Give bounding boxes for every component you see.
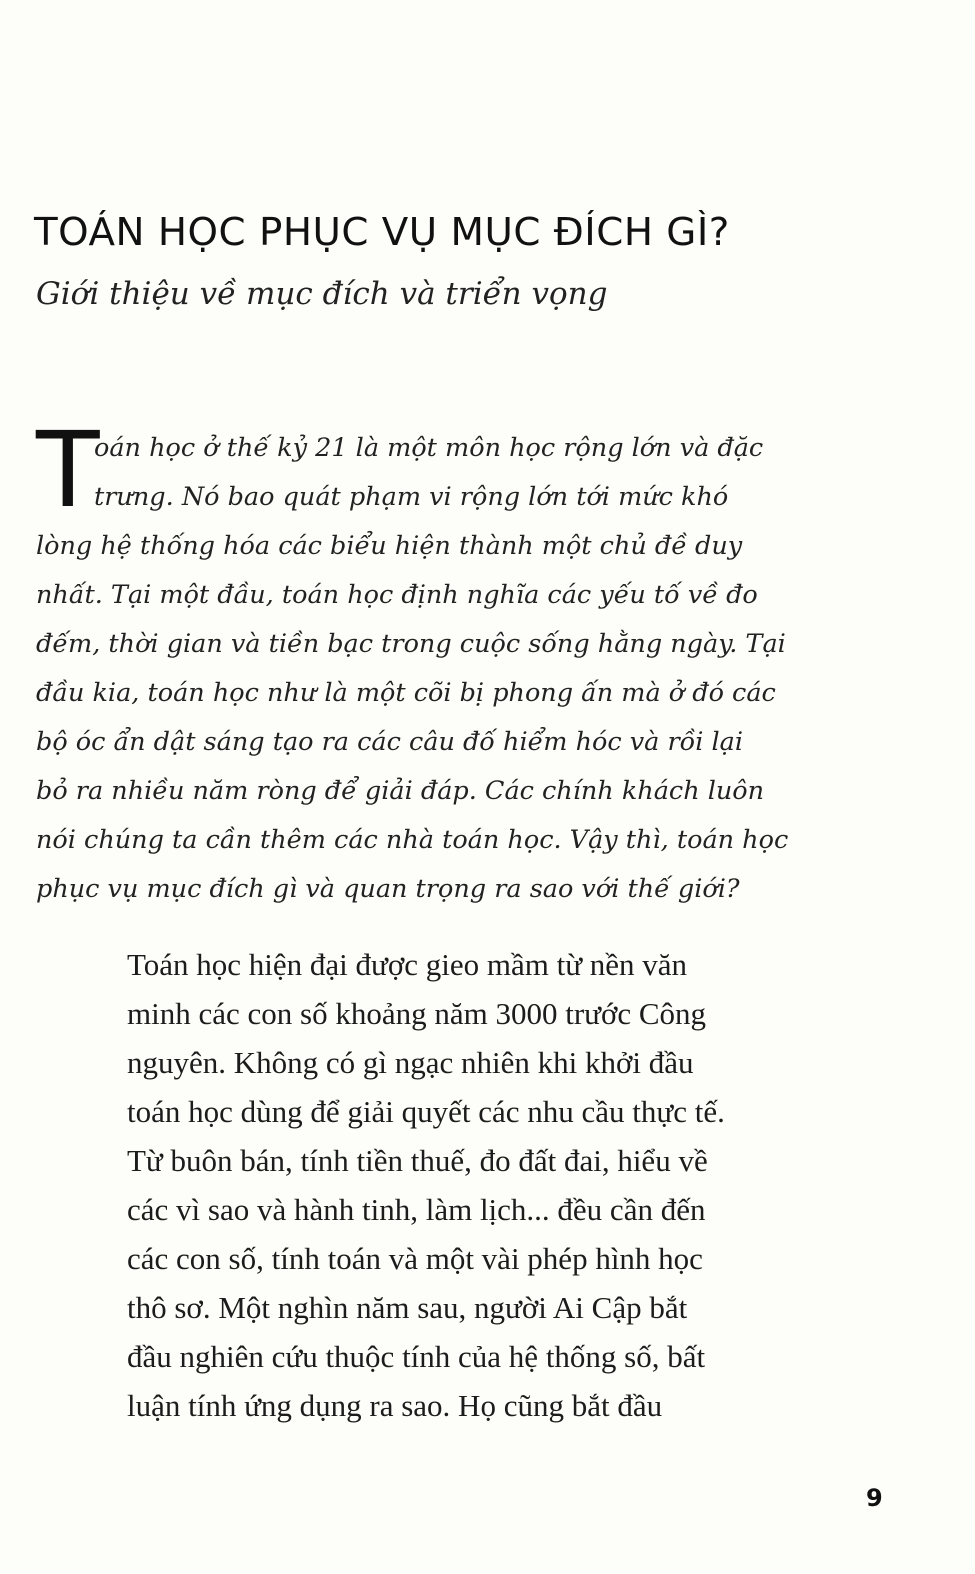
body-line: toán học dùng để giải quyết các nhu cầu thực tế. — [127, 1094, 725, 1129]
intro-line: đếm, thời gian và tiền bạc trong cuộc sống hằng ngày. Tại — [36, 629, 786, 659]
intro-line: oán học ở thế kỷ 21 là một môn học rộng lớn và đặc — [94, 433, 764, 463]
intro-line: nói chúng ta cần thêm các nhà toán học. Vậy thì, toán học — [36, 825, 789, 855]
intro-line: bỏ ra nhiều năm ròng để giải đáp. Các chính khách luôn — [36, 776, 765, 806]
intro-line: bộ óc ẩn dật sáng tạo ra các câu đố hiểm hóc và rồi lại — [36, 727, 744, 757]
body-line: luận tính ứng dụng ra sao. Họ cũng bắt đầu — [127, 1388, 663, 1423]
body-line: các con số, tính toán và một vài phép hình học — [127, 1241, 703, 1276]
body-line: thô sơ. Một nghìn năm sau, người Ai Cập bắt — [127, 1290, 688, 1325]
body-line: Từ buôn bán, tính tiền thuế, đo đất đai, hiểu về — [127, 1143, 708, 1178]
intro-line: nhất. Tại một đầu, toán học định nghĩa các yếu tố về đo — [36, 580, 758, 610]
intro-line: phục vụ mục đích gì và quan trọng ra sao với thế giới? — [36, 874, 740, 904]
intro-line: lòng hệ thống hóa các biểu hiện thành một chủ đề duy — [36, 531, 743, 561]
body-paragraph — [127, 940, 827, 1430]
drop-cap: T — [36, 409, 100, 531]
page-number: 9 — [866, 1484, 883, 1512]
intro-line: đầu kia, toán học như là một cõi bị phong ấn mà ở đó các — [36, 678, 776, 708]
intro-line: trưng. Nó bao quát phạm vi rộng lớn tới mức khó — [94, 482, 729, 512]
body-line: các vì sao và hành tinh, làm lịch... đều cần đến — [127, 1192, 706, 1227]
intro-paragraph — [36, 424, 796, 914]
body-line: minh các con số khoảng năm 3000 trước Công — [127, 996, 707, 1031]
body-line: đầu nghiên cứu thuộc tính của hệ thống số, bất — [127, 1339, 706, 1374]
chapter-title: TOÁN HỌC PHỤC VỤ MỤC ĐÍCH GÌ? — [34, 210, 730, 254]
chapter-subtitle: Giới thiệu về mục đích và triển vọng — [36, 276, 608, 312]
body-line: Toán học hiện đại được gieo mầm từ nền văn — [127, 947, 688, 982]
body-line: nguyên. Không có gì ngạc nhiên khi khởi đầu — [127, 1045, 694, 1080]
